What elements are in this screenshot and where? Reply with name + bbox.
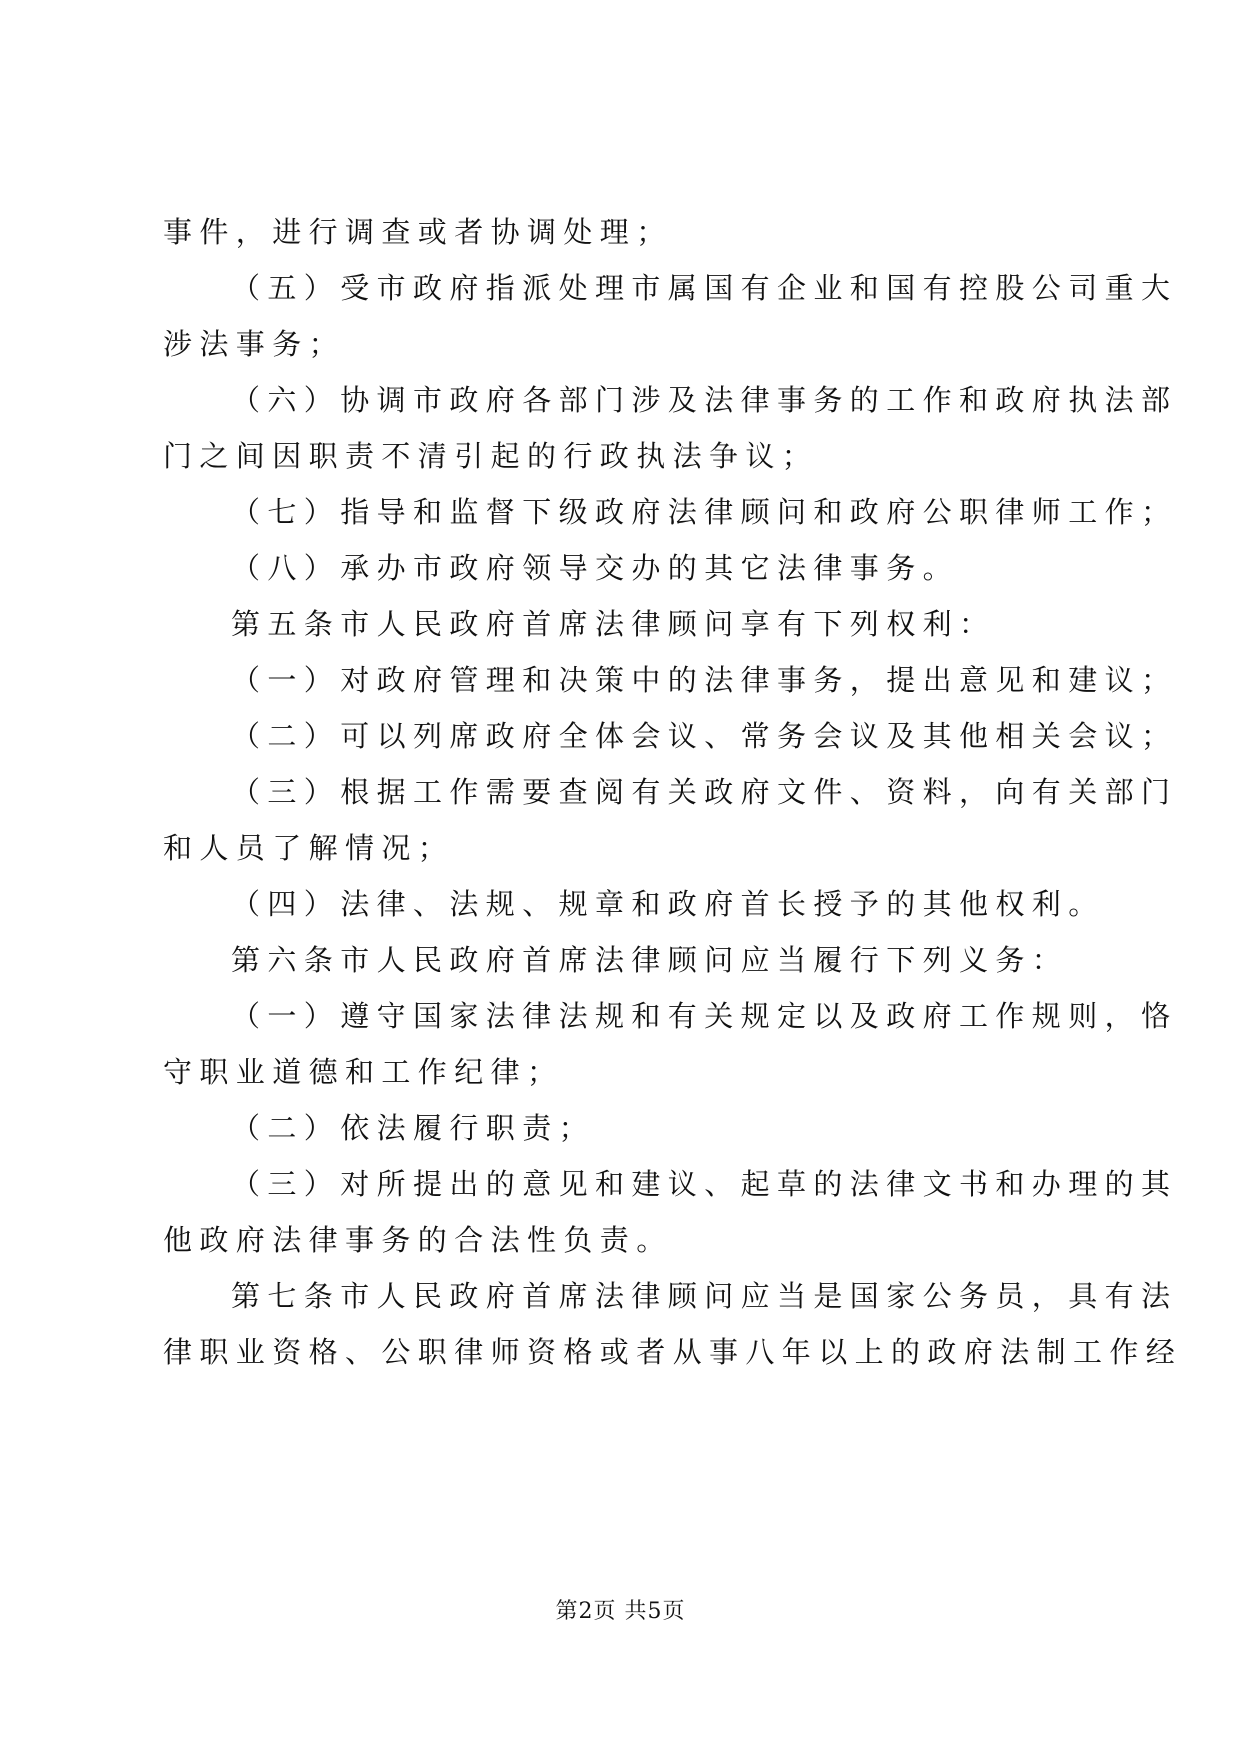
text-line: 第七条市人民政府首席法律顾问应当是国家公务员，具有法 [231, 1279, 1178, 1313]
text-line: 守职业道德和工作纪律； [163, 1055, 564, 1089]
text-line: （三）对所提出的意见和建议、起草的法律文书和办理的其 [231, 1167, 1178, 1201]
page-number-footer: 第2页 共5页 [555, 1599, 686, 1624]
text-line: （一）遵守国家法律法规和有关规定以及政府工作规则，恪 [231, 999, 1178, 1033]
text-line: 律职业资格、公职律师资格或者从事八年以上的政府法制工作经 [163, 1335, 1183, 1369]
text-line: 他政府法律事务的合法性负责。 [163, 1223, 673, 1257]
text-line: （二）可以列席政府全体会议、常务会议及其他相关会议； [231, 719, 1178, 753]
text-line: 第五条市人民政府首席法律顾问享有下列权利： [231, 607, 996, 641]
text-line: （三）根据工作需要查阅有关政府文件、资料，向有关部门 [231, 775, 1178, 809]
text-line: （一）对政府管理和决策中的法律事务，提出意见和建议； [231, 663, 1178, 697]
text-line: （七）指导和监督下级政府法律顾问和政府公职律师工作； [231, 495, 1178, 529]
text-line: 事件，进行调查或者协调处理； [163, 215, 673, 249]
text-line: （五）受市政府指派处理市属国有企业和国有控股公司重大 [231, 271, 1178, 305]
text-line: 涉法事务； [163, 327, 346, 361]
text-line: 和人员了解情况； [163, 831, 455, 865]
text-line: （六）协调市政府各部门涉及法律事务的工作和政府执法部 [231, 383, 1178, 417]
text-line: （二）依法履行职责； [231, 1111, 596, 1145]
text-line: 门之间因职责不清引起的行政执法争议； [163, 439, 819, 473]
text-line: （八）承办市政府领导交办的其它法律事务。 [231, 551, 960, 585]
text-line: （四）法律、法规、规章和政府首长授予的其他权利。 [231, 887, 1105, 921]
text-line: 第六条市人民政府首席法律顾问应当履行下列义务： [231, 943, 1069, 977]
